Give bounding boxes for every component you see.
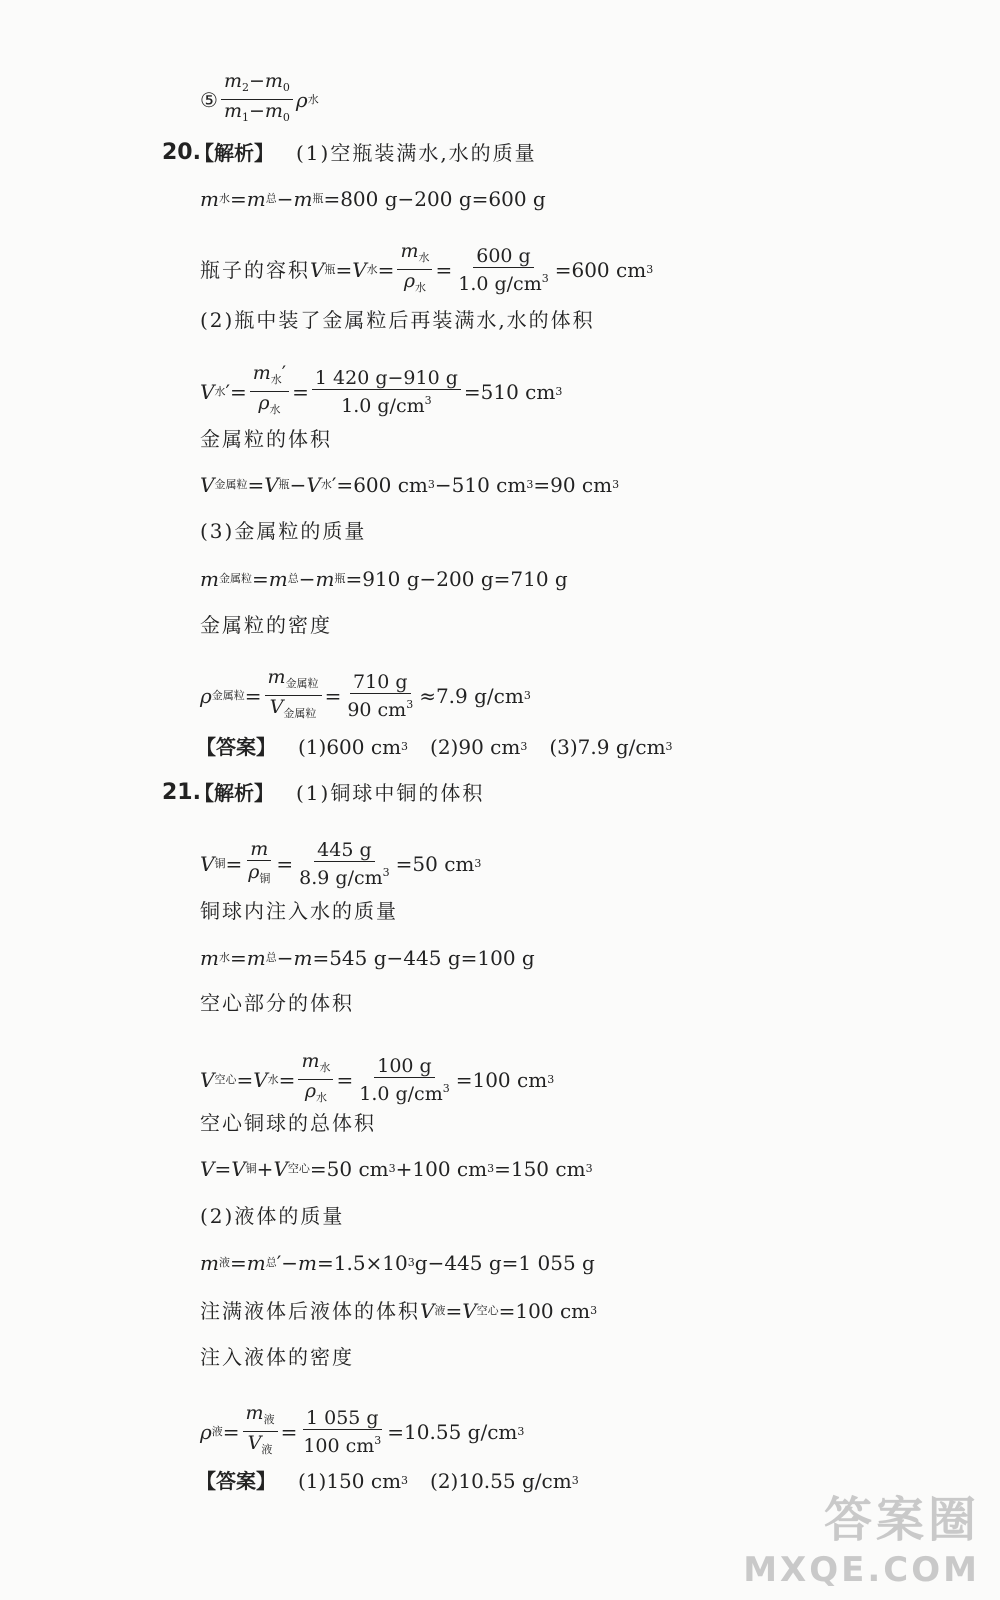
sub: 水 xyxy=(267,1072,279,1086)
question-number-20: 20. xyxy=(162,140,201,165)
text: 注满液体后液体的体积 xyxy=(200,1299,420,1323)
numerator: 1 055 g xyxy=(303,1407,382,1430)
q21-p2 xyxy=(200,898,398,924)
q21-eq2 xyxy=(200,945,535,971)
sup: 3 xyxy=(523,688,531,702)
numerator: 1 420 g−910 g xyxy=(312,367,461,390)
sub: 铜 xyxy=(259,872,271,885)
sub: 水 xyxy=(319,1061,331,1074)
var: V xyxy=(200,1157,215,1181)
op: = xyxy=(229,946,247,970)
sub: 空心 xyxy=(476,1304,499,1317)
analysis-tag: 【解析】 xyxy=(194,781,274,805)
sub: 空心 xyxy=(214,1072,237,1086)
sub: 铜 xyxy=(214,857,226,870)
op: = xyxy=(335,257,353,282)
var: m xyxy=(223,100,242,122)
q21-eq6 xyxy=(200,1298,597,1324)
sub: 铜 xyxy=(245,1162,257,1175)
text: (2)90 cm xyxy=(430,735,521,759)
q20-p4 xyxy=(200,518,366,544)
sub: 总 xyxy=(265,951,277,964)
var: V xyxy=(269,696,284,718)
watermark xyxy=(743,1481,980,1590)
var: m xyxy=(298,1251,317,1275)
var: m xyxy=(200,946,219,970)
op: + xyxy=(256,1157,274,1181)
sub: 水 xyxy=(270,373,282,386)
op: = xyxy=(324,683,342,708)
sup: 3 xyxy=(374,1433,382,1447)
fraction xyxy=(298,1050,333,1109)
op: − xyxy=(289,473,307,497)
sub: 液 xyxy=(218,1256,230,1269)
sub: 瓶 xyxy=(334,572,346,585)
sub: 水 xyxy=(366,262,378,276)
sub: 金属粒 xyxy=(285,677,319,690)
text: 空心铜球的总体积 xyxy=(200,1111,376,1135)
var: V xyxy=(352,257,367,282)
fraction xyxy=(397,240,432,299)
text: 金属粒的体积 xyxy=(200,427,332,451)
q21-eq5 xyxy=(200,1250,595,1276)
sup: 3 xyxy=(571,1474,579,1487)
text: (1)空瓶装满水,水的质量 xyxy=(296,141,537,165)
var: m xyxy=(268,567,288,591)
sub: 金属粒 xyxy=(283,707,317,720)
q20-eq4 xyxy=(200,472,619,498)
op: = xyxy=(222,1419,240,1444)
sub: 金属粒 xyxy=(211,688,245,702)
text: 铜球内注入水的质量 xyxy=(200,899,398,923)
sup: 3 xyxy=(646,262,654,276)
numerator: 600 g xyxy=(473,245,533,268)
op: = xyxy=(276,852,294,876)
sup: 3 xyxy=(401,740,409,753)
text: =1.5×10 xyxy=(316,1251,408,1275)
var: V xyxy=(420,1299,435,1323)
sub: 液 xyxy=(263,1413,275,1426)
sup: 3 xyxy=(474,857,482,870)
sup: 3 xyxy=(520,740,528,753)
op: − xyxy=(248,100,265,122)
sup: 3 xyxy=(547,1072,555,1086)
sub: 液 xyxy=(434,1304,446,1317)
text: ′=600 cm xyxy=(331,473,428,497)
q20-intro xyxy=(194,140,537,166)
sub: 总 xyxy=(265,1256,277,1269)
var: m xyxy=(267,666,286,688)
rho: ρ xyxy=(295,87,308,112)
var: m xyxy=(264,100,283,122)
sub: 金属粒 xyxy=(218,572,252,585)
sup: 3 xyxy=(401,1474,409,1487)
text: 空心部分的体积 xyxy=(200,991,354,1015)
sub: 瓶 xyxy=(324,262,336,276)
text: (1)铜球中铜的体积 xyxy=(296,781,485,805)
q20-eq3 xyxy=(200,362,562,421)
numerator: 100 g xyxy=(374,1055,434,1078)
op: = xyxy=(225,852,243,876)
text: (1)150 cm xyxy=(298,1469,402,1493)
op: = xyxy=(236,1067,254,1092)
denominator: 100 cm xyxy=(303,1434,375,1457)
var: V xyxy=(200,473,215,497)
var: m xyxy=(223,70,242,92)
text: (3)金属粒的质量 xyxy=(200,519,367,543)
sup: 3 xyxy=(590,1304,598,1317)
text: =100 cm xyxy=(455,1067,548,1092)
sub: 液 xyxy=(261,1443,273,1456)
q20-answer xyxy=(196,734,673,760)
var: V xyxy=(462,1299,477,1323)
sup: 3 xyxy=(585,1162,593,1175)
op: = xyxy=(251,567,269,591)
sup: 3 xyxy=(382,866,390,879)
text: (3)7.9 g/cm xyxy=(549,735,666,759)
text: =510 cm xyxy=(463,379,556,404)
text: =100 cm xyxy=(498,1299,591,1323)
watermark-top: 答案圈 xyxy=(823,1492,980,1548)
sup: 3 xyxy=(555,384,563,398)
q20-p3 xyxy=(200,426,332,452)
op: − xyxy=(276,187,294,211)
formula-line-5 xyxy=(200,70,319,129)
fraction xyxy=(356,1055,452,1105)
sub: 2 xyxy=(241,81,249,94)
op: = xyxy=(377,257,395,282)
var: m xyxy=(200,567,219,591)
text: =800 g−200 g=600 g xyxy=(323,187,546,211)
text: =10.55 g/cm xyxy=(387,1419,518,1444)
sub: 1 xyxy=(241,111,249,124)
prime: ′ xyxy=(281,362,287,384)
sub: 水 xyxy=(214,384,226,398)
sup: 3 xyxy=(407,1256,415,1269)
op: = xyxy=(280,1419,298,1444)
var: V xyxy=(200,1067,215,1092)
rho: ρ xyxy=(200,1419,212,1444)
op: ′= xyxy=(225,379,247,404)
op: = xyxy=(278,1067,296,1092)
op: = xyxy=(445,1299,463,1323)
q20-eq2 xyxy=(200,240,653,299)
var: m xyxy=(246,1251,266,1275)
analysis-tag: 【解析】 xyxy=(194,141,274,165)
text: =545 g−445 g=100 g xyxy=(312,946,535,970)
question-number-21: 21. xyxy=(162,780,201,805)
sub: 总 xyxy=(265,192,277,205)
sub: 水 xyxy=(218,951,230,964)
var: m xyxy=(293,946,313,970)
fraction xyxy=(250,362,289,421)
sub: 水 xyxy=(218,192,230,205)
var: m xyxy=(264,70,283,92)
var: V xyxy=(200,379,215,404)
var: m xyxy=(200,1251,219,1275)
watermark-bottom: MXQE.COM xyxy=(743,1550,980,1590)
q20-eq5 xyxy=(200,566,568,592)
op: ′− xyxy=(276,1251,299,1275)
var: V xyxy=(306,473,321,497)
rho: ρ xyxy=(200,683,212,708)
fraction xyxy=(245,838,273,890)
q21-eq4 xyxy=(200,1156,593,1182)
text: 金属粒的密度 xyxy=(200,613,332,637)
op: = xyxy=(229,187,247,211)
text: ≈7.9 g/cm xyxy=(419,683,524,708)
var: V xyxy=(247,1432,262,1454)
q21-p5 xyxy=(200,1203,344,1229)
var: V xyxy=(231,1157,246,1181)
fraction xyxy=(455,245,551,295)
sup: 3 xyxy=(406,697,414,711)
var: m xyxy=(246,946,266,970)
op: − xyxy=(276,946,294,970)
op: − xyxy=(248,70,265,92)
fraction xyxy=(312,367,461,417)
fraction xyxy=(300,1407,384,1457)
op: = xyxy=(292,379,309,404)
op: = xyxy=(244,683,262,708)
var: V xyxy=(310,257,325,282)
fraction xyxy=(243,1402,278,1461)
var: m xyxy=(250,838,269,860)
fraction xyxy=(265,666,322,725)
text: (2)10.55 g/cm xyxy=(430,1469,572,1493)
var: m xyxy=(245,1402,264,1424)
fraction xyxy=(221,70,293,129)
fraction xyxy=(296,839,392,889)
denominator: 8.9 g/cm xyxy=(299,867,383,889)
op: − xyxy=(298,567,316,591)
sub: 瓶 xyxy=(278,478,290,491)
var: m xyxy=(246,187,266,211)
q21-answer xyxy=(196,1468,579,1494)
op: = xyxy=(214,1157,232,1181)
var: ρ xyxy=(258,392,270,414)
var: m xyxy=(252,362,271,384)
sup: 3 xyxy=(517,1424,525,1438)
sup: 3 xyxy=(526,478,534,491)
circled-number: ⑤ xyxy=(200,87,218,112)
op: = xyxy=(435,257,453,282)
text: −510 cm xyxy=(434,473,527,497)
answer-tag: 【答案】 xyxy=(196,1469,276,1493)
text: +100 cm xyxy=(395,1157,488,1181)
q21-eq3 xyxy=(200,1050,554,1109)
text: (2)瓶中装了金属粒后再装满水,水的体积 xyxy=(200,308,595,332)
sub: 金属粒 xyxy=(214,478,248,491)
text: g−445 g=1 055 g xyxy=(414,1251,595,1275)
sub: 水 xyxy=(418,251,430,264)
denominator: 1.0 g/cm xyxy=(458,272,542,295)
var: m xyxy=(293,187,313,211)
sub: 水 xyxy=(316,1091,328,1104)
text: =910 g−200 g=710 g xyxy=(345,567,568,591)
sup: 3 xyxy=(665,740,673,753)
text: 瓶子的容积 xyxy=(200,257,310,282)
q20-p5 xyxy=(200,612,332,638)
q21-eq7 xyxy=(200,1402,524,1461)
sub: 水 xyxy=(307,92,319,106)
sub: 水 xyxy=(269,403,281,416)
sup: 3 xyxy=(541,271,549,285)
var: V xyxy=(200,852,215,876)
var: ρ xyxy=(403,270,416,292)
var: V xyxy=(264,473,279,497)
sub: 0 xyxy=(282,81,290,94)
denominator: 1.0 g/cm xyxy=(341,394,425,417)
sub: 瓶 xyxy=(312,192,324,205)
var: ρ xyxy=(248,861,260,883)
sub: 水 xyxy=(320,478,332,491)
sub: 空心 xyxy=(287,1162,310,1175)
q21-eq1 xyxy=(200,838,481,890)
sub: 总 xyxy=(287,572,299,585)
sup: 3 xyxy=(487,1162,495,1175)
var: ρ xyxy=(304,1080,317,1102)
op: = xyxy=(247,473,265,497)
q21-p4 xyxy=(200,1110,376,1136)
text: =150 cm xyxy=(494,1157,586,1181)
q20-p2 xyxy=(200,307,595,333)
text: =90 cm xyxy=(533,473,613,497)
sub: 水 xyxy=(415,281,427,294)
text: 注入液体的密度 xyxy=(200,1345,354,1369)
var: m xyxy=(301,1050,320,1072)
q21-p3 xyxy=(200,990,354,1016)
text: (2)液体的质量 xyxy=(200,1204,345,1228)
fraction xyxy=(344,671,416,721)
sup: 3 xyxy=(388,1162,396,1175)
q20-eq1 xyxy=(200,186,546,212)
text: =600 cm xyxy=(554,257,647,282)
q21-p6 xyxy=(200,1344,354,1370)
var: m xyxy=(200,187,219,211)
denominator: 1.0 g/cm xyxy=(359,1082,443,1105)
text: (1)600 cm xyxy=(298,735,402,759)
var: m xyxy=(400,240,419,262)
var: m xyxy=(315,567,335,591)
text: =50 cm xyxy=(395,852,475,876)
op: = xyxy=(336,1067,354,1092)
sup: 3 xyxy=(612,478,620,491)
var: V xyxy=(273,1157,288,1181)
numerator: 445 g xyxy=(314,839,374,862)
answer-tag: 【答案】 xyxy=(196,735,276,759)
denominator: 90 cm xyxy=(347,698,407,721)
sup: 3 xyxy=(427,478,435,491)
sub: 液 xyxy=(211,1424,223,1438)
text: =50 cm xyxy=(309,1157,389,1181)
op: = xyxy=(229,1251,247,1275)
numerator: 710 g xyxy=(350,671,410,694)
q21-intro xyxy=(194,780,484,806)
sub: 0 xyxy=(282,111,290,124)
q20-eq6 xyxy=(200,666,531,725)
var: V xyxy=(253,1067,268,1092)
sup: 3 xyxy=(442,1081,450,1095)
sup: 3 xyxy=(424,393,432,407)
